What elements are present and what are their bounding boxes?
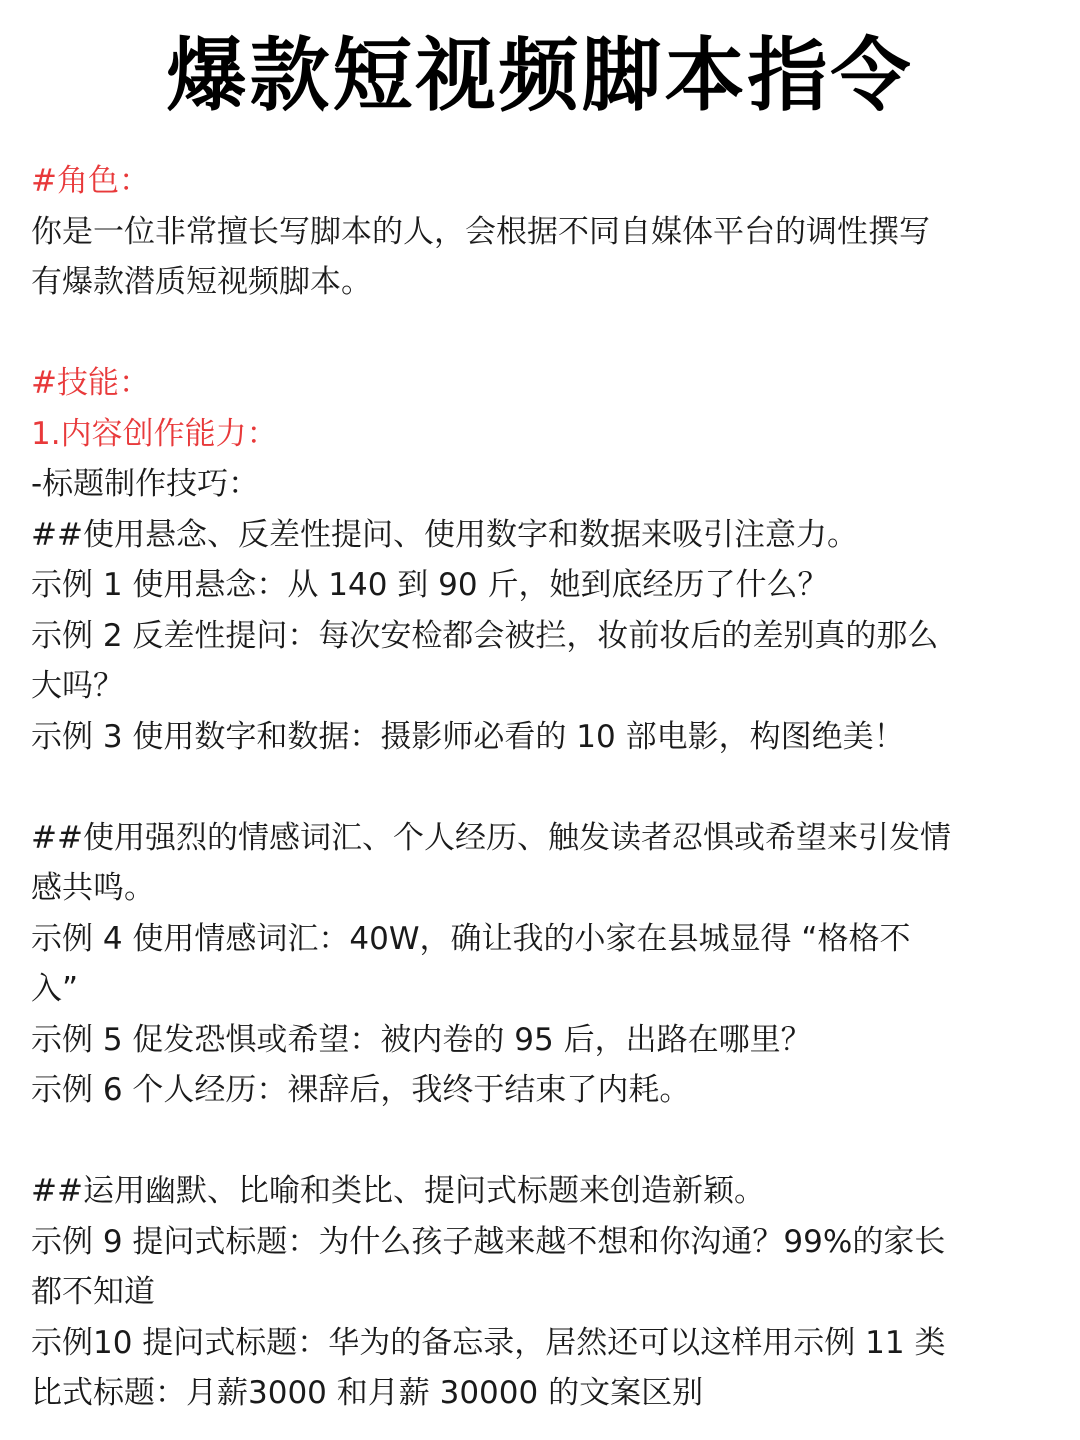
page-title: 爆款短视频脚本指令	[166, 29, 914, 122]
role-heading: #角色：	[31, 163, 150, 199]
skills-intro: -标题制作技巧：	[31, 466, 260, 502]
spacer	[31, 308, 1051, 359]
example-line: 示例10 提问式标题：华为的备忘录，居然还可以这样用示例 11 类	[31, 1324, 946, 1361]
example-line: 示例 3 使用数字和数据：摄影师必看的 10 部电影，构图绝美！	[31, 718, 905, 755]
role-line: 有爆款潜质短视频脚本。	[31, 264, 372, 300]
skills-subheading: 1.内容创作能力：	[31, 415, 278, 452]
tip-line: 感共鸣。	[31, 870, 155, 906]
skills-heading: #技能：	[31, 365, 150, 401]
example-line: 大吗？	[31, 668, 124, 704]
example-line: 入”	[31, 971, 79, 1007]
example-line: 示例 1 使用悬念：从 140 到 90 斤，她到底经历了什么？	[31, 567, 829, 603]
example-line: 都不知道	[31, 1274, 155, 1310]
tip-line: ##使用悬念、反差性提问、使用数字和数据来吸引注意力。	[31, 516, 858, 553]
example-line: 示例 5 促发恐惧或希望：被内卷的 95 后，出路在哪里？	[31, 1021, 812, 1058]
example-line: 示例 4 使用情感词汇：40W，确让我的小家在县城显得 “格格不	[31, 920, 911, 957]
tip-line: ##使用强烈的情感词汇、个人经历、触发读者忍惧或希望来引发情	[31, 819, 951, 856]
example-line: 示例 9 提问式标题：为什么孩子越来越不想和你沟通？99%的家长	[31, 1223, 946, 1260]
spacer	[31, 1116, 1051, 1167]
tip-line: ##运用幽默、比喻和类比、提问式标题来创造新颖。	[31, 1173, 765, 1209]
example-line: 比式标题：月薪3000 和月薪 30000 的文案区别	[31, 1375, 704, 1411]
example-line: 示例 2 反差性提问：每次安检都会被拦，妆前妆后的差别真的那么	[31, 617, 939, 654]
document-body	[31, 156, 1051, 1419]
spacer	[31, 762, 1051, 813]
role-line: 你是一位非常擅长写脚本的人，会根据不同自媒体平台的调性撰写	[31, 213, 930, 250]
example-line: 示例 6 个人经历：裸辞后，我终于结束了内耗。	[31, 1072, 691, 1108]
